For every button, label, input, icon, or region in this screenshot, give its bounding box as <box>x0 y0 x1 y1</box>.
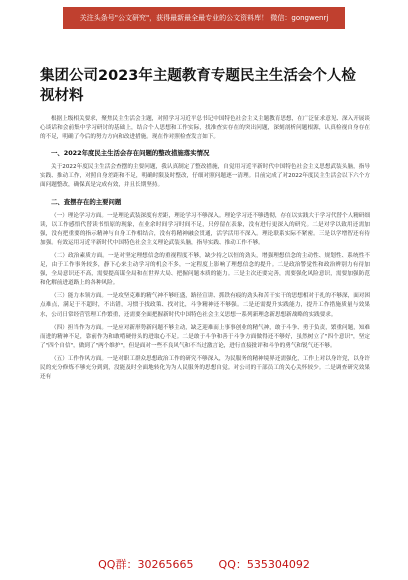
footer-qq-contact: QQ：535304092 <box>218 558 310 571</box>
page-title: 集团公司2023年主题教育专题民主生活会个人检视材料 <box>40 68 356 104</box>
footer <box>0 553 408 575</box>
footer-qq-group: QQ群：30265665 <box>98 558 194 571</box>
body-paragraph: （一）理论学习方面。一是理论武装深度有差距，理论学习不够深入。理论学习还不够透彻，存在以实践大于学习代替个人精研细读，以工作感悟代替读书悟原的现象，在业余时间学习时间不足，只停留在表象，没有进行更深入的研究。二是对学以致用还需加强，没有把重要的指示精神与自身工作相结合，没有将精神融会贯通，活学活用不深入。理论联系实际不紧密。三是以学增智还有待加强。有效运用习近平新时代中国特色社会主义理论武装头脑，指导实践、推动工作不够。 <box>40 212 370 246</box>
body-paragraph: （五）工作作风方面。一是对职工群众思想政治工作的研究不够深入，为民服务的精神境界还需强化，工作上对以身许党，以身许民的充分修炼不够充分到到，没能及时全面地转化为为人民服务的思想自觉。对公司的干部员工的关心关怀较少。二是调查研究效果还有 <box>40 355 370 381</box>
body-paragraph: 根据上级相关要求，聚焦民主生活会主题，对照学习习近平总书记中国特色社会主义主题教育思想，在广泛征求意见、深入开展谈心谈话和会前集中学习研讨的基础上，结合个人思想和工作实际，找准查实存在的突出问题，深刻剖析问题根源，认真检视自身存在的不足，明确了今后的努力方向和改进措施。现在作对照检查发言如下。 <box>40 116 370 141</box>
body-paragraph: 关于2022年度民主生活会查摆的主要问题，我认真制定了整改措施，自觉用习近平新时代中国特色社会主义思想武装头脑，指导实践、推动工作，对照自身差距和不足，明确时限及时整改，仔细对照问题逐一清理。目前完成了对2022年度民主生活会以下六个方面问题整改，确保真是完成有效，并且长期坚持。 <box>40 164 370 189</box>
body-paragraph: （四）担当作为方面。一是应对新形势新问题不够主动，缺乏迎难而上事事创业的精气神，敢于斗争、勇于负责，繁重问题，知难而进的精神不足，靠前作为和敢啃硬骨头的进取心不足。二是敢于斗争和善于斗争方面做得还不够好，虽然树立了"四个意识"，坚定了"四个自信"，做到了"两个维护"，但是面对一些不良风气和不当过激言论，进行直接批评和斗争的勇气和锐气还不够。 <box>40 324 370 349</box>
body-paragraph: （三）能力本领方面。一是攻坚克难的精气神不够旺盛，路径宣讲、抓铁有痕的劲头和苦干实干的思想相对于扎的不够深，面对困点难点，满足于不超时，不出错，习惯于找政策、找对比，斗争精神还不够强。二是还需提升实践能力，提升工作措施质量与效果水，公司日常经营管理工作繁重，还需要全面把握新时代中国特色社会主义思想一系列新理念新思想新战略的实践要求。 <box>40 293 370 318</box>
section-heading: 一、2022年度民主生活会存在问题的整改措施落实情况 <box>51 149 210 158</box>
body-paragraph: （二）政治素质方面。一是对坚定理想信念的重视程度不够，缺少持之以恒的劲头，增强理想信念的主动性、规划性、系统性不足，由于工作事务较多，静下心来主动学习的机会不多，一定程度上影响了理想信念的提升。二是政治警觉性和政治辨别力有待加强，全局意识还不高，需要提高谋全局和在世界大局、把握问题本质的能力。三是主次还要完善，需要强化风险意识，需要加强防范和化解前进道路上的各种风险。 <box>40 252 370 287</box>
section-heading: 二、查摆存在的主要问题 <box>51 197 122 206</box>
document-body <box>40 115 370 386</box>
promo-banner: 关注头条号"公文研究"，获得最新最全最专业的公文资料库！ 微信：gongwenrj <box>63 7 345 29</box>
